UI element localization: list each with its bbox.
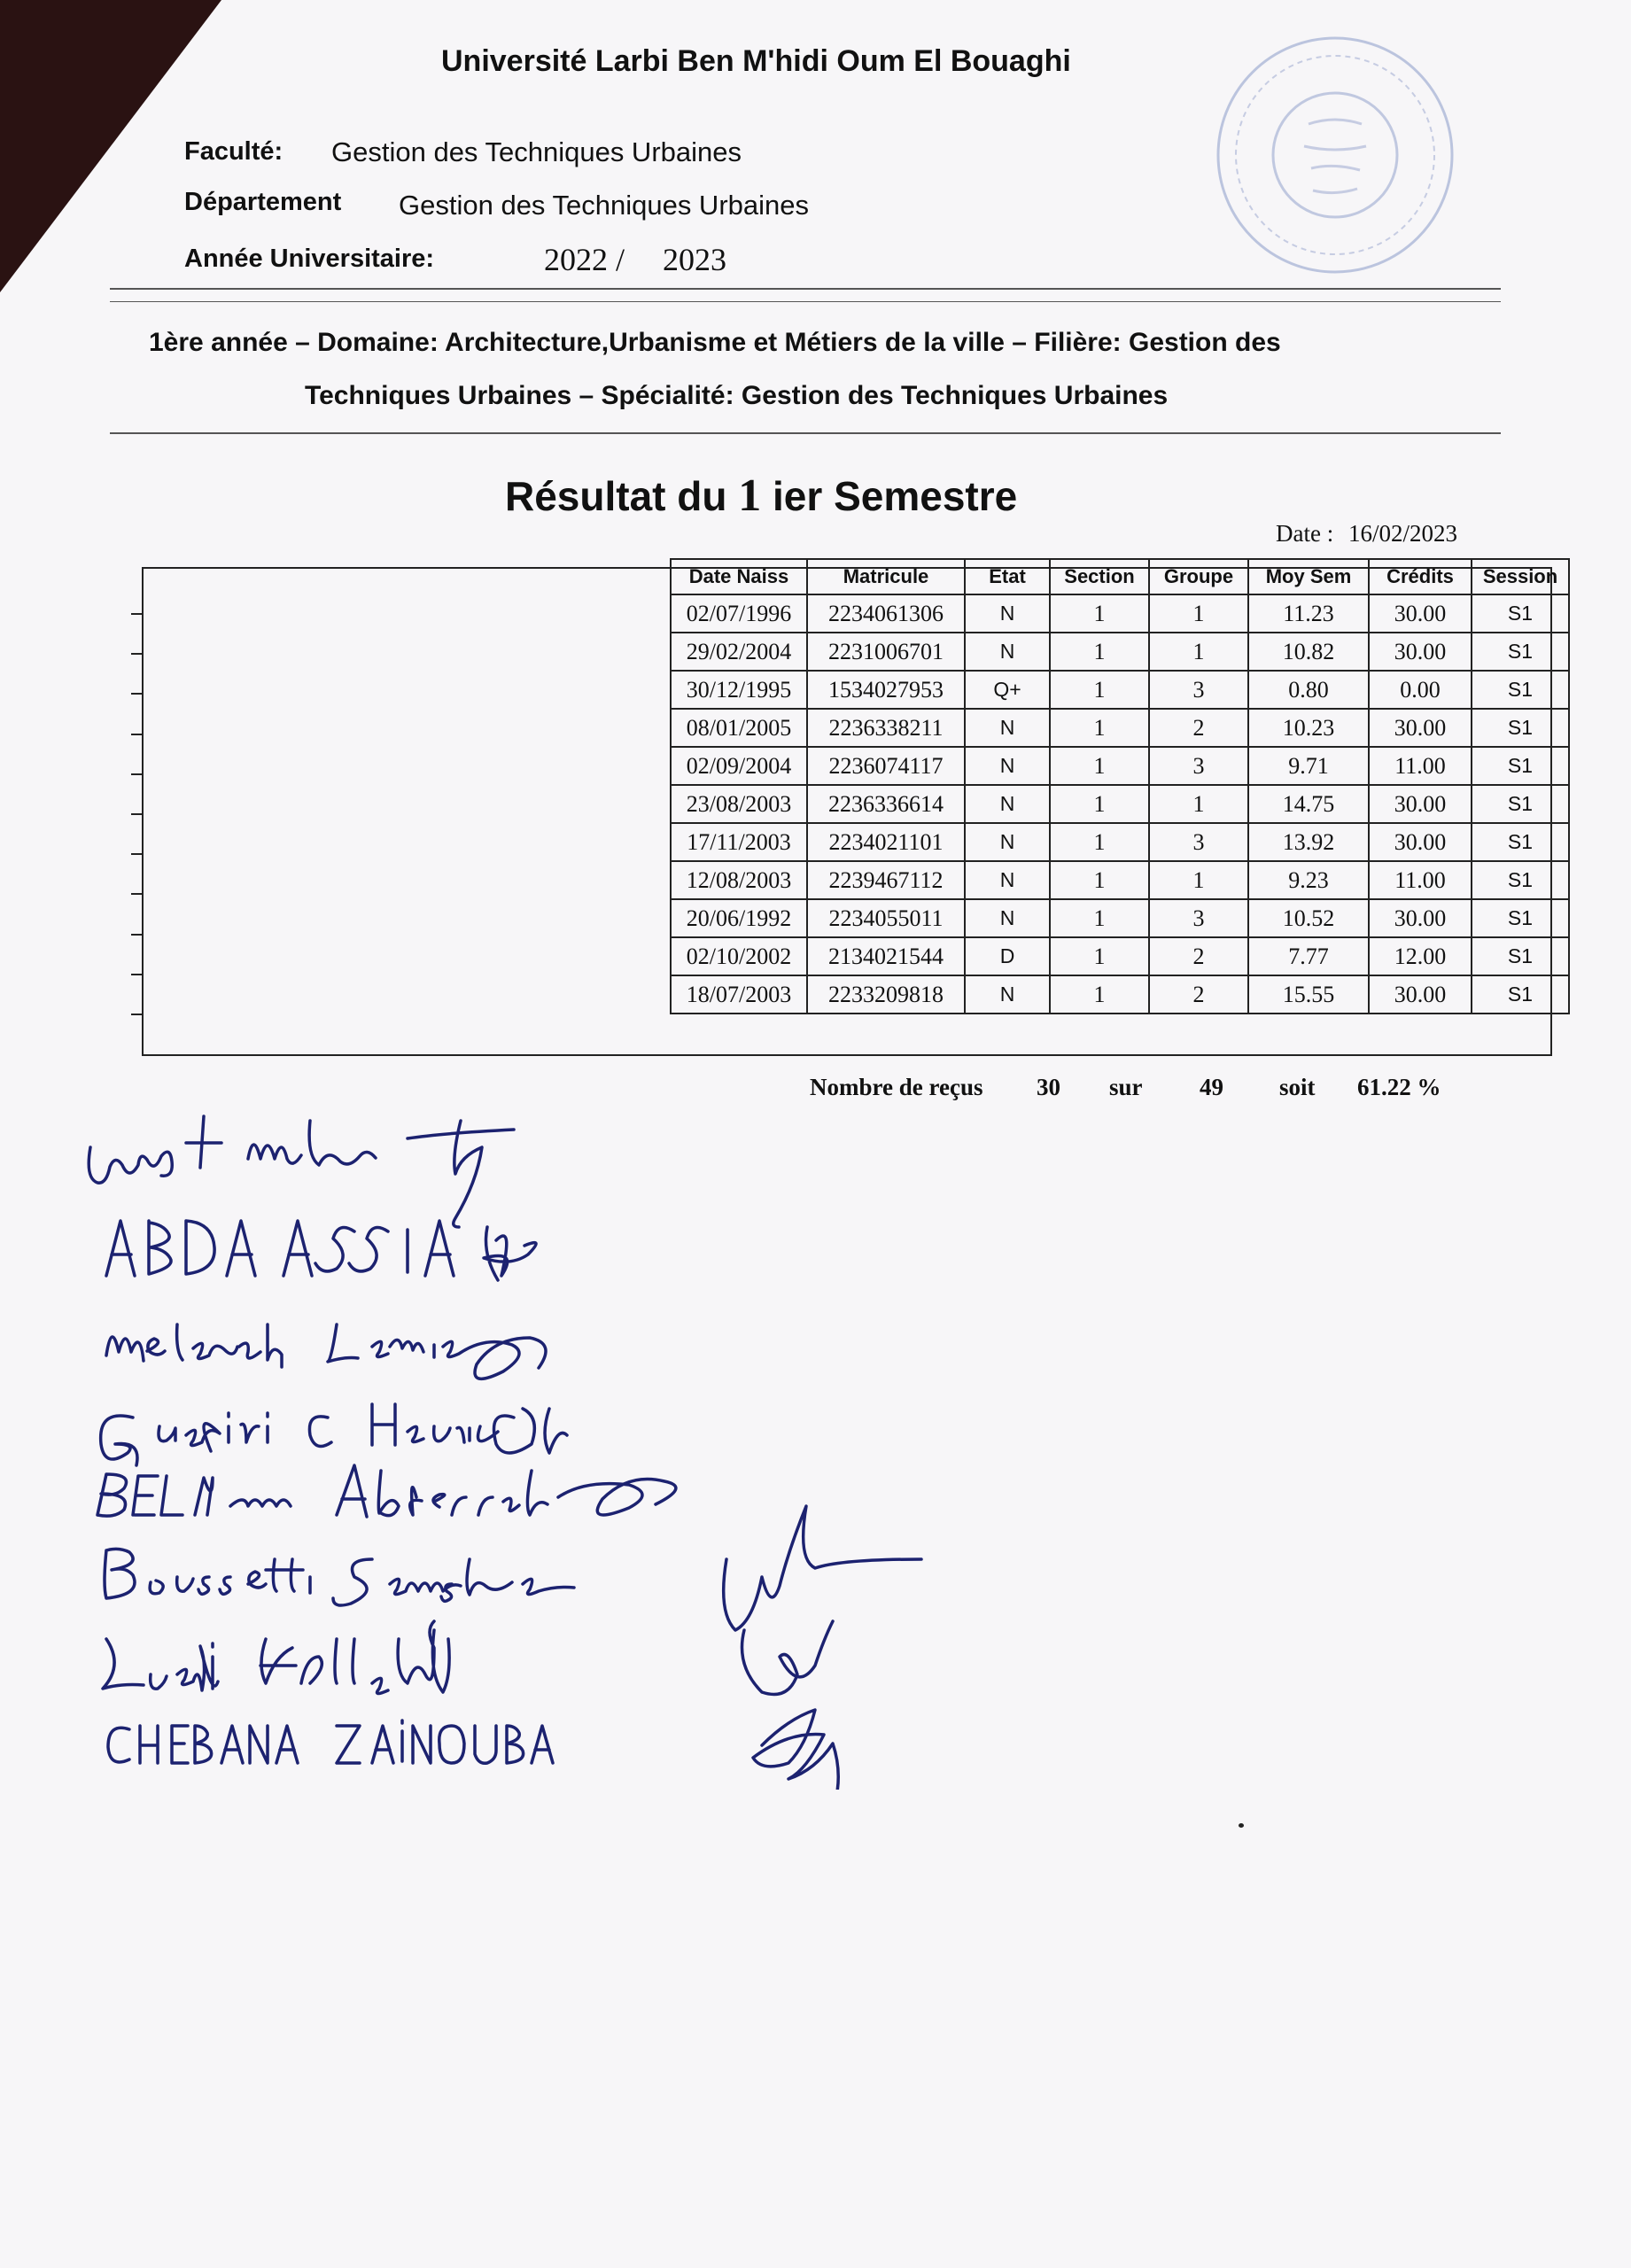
table-row: [671, 823, 1569, 861]
table-cell: 2236336614: [807, 785, 965, 823]
table-cell: 0.80: [1248, 671, 1369, 709]
row-tick-mark: [131, 934, 144, 936]
table-cell: 30.00: [1369, 633, 1472, 671]
table-cell: 1: [1050, 785, 1149, 823]
table-cell: 3: [1149, 823, 1248, 861]
table-header-row: [671, 559, 1569, 594]
row-tick-mark: [131, 1014, 144, 1015]
table-cell: S1: [1472, 937, 1569, 975]
signature-louafi-abdellah: [103, 1621, 449, 1694]
table-cell: 3: [1149, 671, 1248, 709]
table-cell: 2231006701: [807, 633, 965, 671]
table-cell: 12.00: [1369, 937, 1472, 975]
table-cell: 30/12/1995: [671, 671, 807, 709]
table-cell: 12/08/2003: [671, 861, 807, 899]
table-cell: 2239467112: [807, 861, 965, 899]
table-cell: S1: [1472, 633, 1569, 671]
column-header: Section: [1050, 559, 1149, 594]
table-cell: S1: [1472, 975, 1569, 1014]
table-cell: 1: [1050, 671, 1149, 709]
table-row: [671, 861, 1569, 899]
results-table: [670, 558, 1570, 1014]
table-cell: 2234061306: [807, 594, 965, 633]
table-cell: 08/01/2005: [671, 709, 807, 747]
program-line-2: Techniques Urbaines – Spécialité: Gestion des Techniques Urbaines: [305, 381, 1169, 410]
table-cell: 1: [1050, 861, 1149, 899]
date-value: 16/02/2023: [1348, 520, 1457, 547]
table-cell: 29/02/2004: [671, 633, 807, 671]
table-cell: 02/10/2002: [671, 937, 807, 975]
signature-guediri-houria: [101, 1404, 567, 1465]
table-cell: N: [965, 975, 1050, 1014]
table-cell: 02/07/1996: [671, 594, 807, 633]
table-cell: 30.00: [1369, 823, 1472, 861]
table-cell: 11.00: [1369, 747, 1472, 785]
date-line: [1276, 520, 1457, 548]
column-header: Date Naiss: [671, 559, 807, 594]
row-tick-mark: [131, 613, 144, 615]
date-label: Date :: [1276, 520, 1334, 547]
table-cell: 02/09/2004: [671, 747, 807, 785]
departement-label: Département: [184, 188, 342, 216]
table-row: [671, 747, 1569, 785]
university-name: Université Larbi Ben M'hidi Oum El Bouaghi: [441, 44, 1071, 78]
handwritten-signatures: [71, 1099, 957, 1790]
table-cell: 11.00: [1369, 861, 1472, 899]
table-cell: 30.00: [1369, 594, 1472, 633]
table-cell: 2233209818: [807, 975, 965, 1014]
table-cell: S1: [1472, 709, 1569, 747]
table-cell: 2: [1149, 937, 1248, 975]
table-cell: 1: [1050, 633, 1149, 671]
summary-label: Nombre de reçus: [810, 1074, 983, 1100]
table-cell: 9.71: [1248, 747, 1369, 785]
table-cell: 1: [1149, 861, 1248, 899]
table-cell: 0.00: [1369, 671, 1472, 709]
table-cell: 3: [1149, 899, 1248, 937]
header-rule-top: [110, 288, 1501, 290]
table-cell: S1: [1472, 594, 1569, 633]
table-cell: 2234055011: [807, 899, 965, 937]
table-row: [671, 709, 1569, 747]
table-cell: 1: [1050, 747, 1149, 785]
table-cell: N: [965, 823, 1050, 861]
departement-value: Gestion des Techniques Urbaines: [399, 190, 809, 221]
table-cell: 15.55: [1248, 975, 1369, 1014]
table-row: [671, 633, 1569, 671]
table-cell: 30.00: [1369, 975, 1472, 1014]
row-tick-mark: [131, 853, 144, 855]
table-cell: 2236074117: [807, 747, 965, 785]
table-row: [671, 899, 1569, 937]
table-cell: 1: [1050, 899, 1149, 937]
header-rule-second: [110, 301, 1501, 302]
table-cell: N: [965, 709, 1050, 747]
table-cell: 2134021544: [807, 937, 965, 975]
summary-total: 49: [1200, 1074, 1223, 1100]
program-line-1: 1ère année – Domaine: Architecture,Urbanisme et Métiers de la ville – Filière: Gestion des: [149, 328, 1281, 357]
row-tick-mark: [131, 734, 144, 735]
column-header: Crédits: [1369, 559, 1472, 594]
table-cell: 1: [1050, 594, 1149, 633]
table-cell: 1: [1050, 975, 1149, 1014]
table-cell: 30.00: [1369, 899, 1472, 937]
table-cell: D: [965, 937, 1050, 975]
program-rule: [110, 432, 1501, 434]
signature-melouah-lamia: [106, 1324, 546, 1379]
column-header: Session: [1472, 559, 1569, 594]
table-cell: 1: [1149, 633, 1248, 671]
row-tick-mark: [131, 693, 144, 695]
table-cell: 14.75: [1248, 785, 1369, 823]
table-cell: 30.00: [1369, 709, 1472, 747]
table-cell: S1: [1472, 899, 1569, 937]
table-cell: 1: [1050, 823, 1149, 861]
title-number: 1: [738, 470, 762, 521]
signature-abda-assia: [106, 1221, 536, 1280]
signature-initials-flourish: [724, 1506, 921, 1790]
table-cell: 1: [1050, 709, 1149, 747]
signature-belmerabet-abderrahmane: [97, 1465, 676, 1517]
row-tick-mark: [131, 974, 144, 975]
table-cell: S1: [1472, 747, 1569, 785]
table-cell: 23/08/2003: [671, 785, 807, 823]
ink-dot: [1239, 1823, 1244, 1828]
table-row: [671, 975, 1569, 1014]
table-cell: S1: [1472, 785, 1569, 823]
table-cell: 20/06/1992: [671, 899, 807, 937]
signature-longot-malika: [89, 1116, 514, 1227]
table-cell: 2: [1149, 975, 1248, 1014]
results-title: [505, 470, 1017, 522]
table-cell: N: [965, 785, 1050, 823]
table-cell: N: [965, 633, 1050, 671]
row-tick-mark: [131, 813, 144, 815]
table-row: [671, 785, 1569, 823]
table-cell: 9.23: [1248, 861, 1369, 899]
table-cell: 2234021101: [807, 823, 965, 861]
table-row: [671, 937, 1569, 975]
table-cell: 13.92: [1248, 823, 1369, 861]
table-cell: S1: [1472, 671, 1569, 709]
row-tick-mark: [131, 653, 144, 655]
annee-end: 2023: [663, 242, 726, 277]
faculte-label: Faculté:: [184, 137, 283, 166]
table-cell: Q+: [965, 671, 1050, 709]
table-row: [671, 671, 1569, 709]
column-header: Groupe: [1149, 559, 1248, 594]
table-cell: 10.52: [1248, 899, 1369, 937]
annee-label: Année Universitaire:: [184, 245, 435, 273]
summary-soit-label: soit: [1279, 1074, 1316, 1100]
table-cell: 10.82: [1248, 633, 1369, 671]
table-cell: S1: [1472, 823, 1569, 861]
table-row: [671, 594, 1569, 633]
row-tick-mark: [131, 773, 144, 775]
title-suffix: ier Semestre: [773, 473, 1018, 519]
table-cell: 2: [1149, 709, 1248, 747]
table-cell: N: [965, 747, 1050, 785]
table-cell: 3: [1149, 747, 1248, 785]
signature-boussetti-samsha: [105, 1549, 574, 1605]
column-header: Moy Sem: [1248, 559, 1369, 594]
summary-percent: 61.22 %: [1357, 1074, 1441, 1100]
faculte-value: Gestion des Techniques Urbaines: [331, 136, 742, 167]
table-cell: 2236338211: [807, 709, 965, 747]
table-cell: N: [965, 861, 1050, 899]
column-header: Matricule: [807, 559, 965, 594]
table-cell: 7.77: [1248, 937, 1369, 975]
signature-chebana-zainouba: [108, 1720, 553, 1763]
table-cell: 17/11/2003: [671, 823, 807, 861]
university-seal-stamp: [1207, 27, 1464, 284]
row-tick-mark: [131, 893, 144, 895]
table-cell: 1: [1050, 937, 1149, 975]
table-cell: 30.00: [1369, 785, 1472, 823]
table-cell: N: [965, 594, 1050, 633]
table-cell: 18/07/2003: [671, 975, 807, 1014]
summary-sur-label: sur: [1109, 1074, 1143, 1100]
title-prefix: Résultat du: [505, 473, 727, 519]
annee-start: 2022 /: [544, 242, 625, 277]
table-cell: 1: [1149, 594, 1248, 633]
summary-received: 30: [1037, 1074, 1060, 1100]
table-cell: S1: [1472, 861, 1569, 899]
table-cell: 11.23: [1248, 594, 1369, 633]
table-cell: 10.23: [1248, 709, 1369, 747]
table-cell: 1: [1149, 785, 1248, 823]
column-header: Etat: [965, 559, 1050, 594]
table-cell: N: [965, 899, 1050, 937]
table-cell: 1534027953: [807, 671, 965, 709]
